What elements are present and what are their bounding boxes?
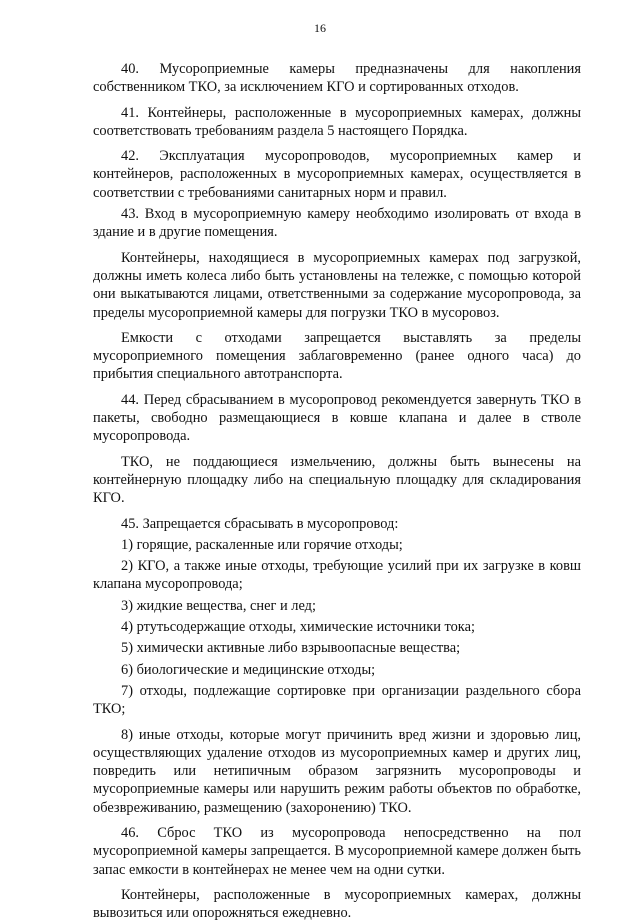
paragraph-46-containers: Контейнеры, расположенные в мусороприемных камерах, должны вывозиться или опорожняться ежедневно. — [93, 886, 581, 922]
paragraph-41: 41. Контейнеры, расположенные в мусороприемных камерах, должны соответствовать требованиям раздела 5 настоящего Порядка. — [93, 104, 581, 139]
paragraph-45: 45. Запрещается сбрасывать в мусоропровод: — [121, 515, 399, 532]
list-item-7: 7) отходы, подлежащие сортировке при организации раздельного сбора ТКО; — [93, 682, 581, 718]
list-item-6: 6) биологические и медицинские отходы; — [121, 661, 376, 678]
paragraph-43-containers: Контейнеры, находящиеся в мусороприемных камерах под загрузкой, должны иметь колеса либо быть установлены на тележке, с помощью которой они выкатываются лицами, ответственными за содержание мусоропровода, за пределы мусороприемной камеры для погрузки ТКО в мусоровоз. — [93, 249, 581, 321]
list-item-8: 8) иные отходы, которые могут причинить вред жизни и здоровью лиц, осуществляющих удаление отходов из мусороприемных камер и других лиц, повредить или нетипичным образом загрязнить мусоропроводы и мусороприемные камеры или нарушить режим работы объектов по обработке, обезвреживанию, размещению (захоронению) ТКО. — [93, 726, 581, 816]
document-body — [93, 60, 581, 922]
list-item-4: 4) ртутьсодержащие отходы, химические источники тока; — [121, 619, 475, 636]
paragraph-44-tko: ТКО, не поддающиеся измельчению, должны быть вынесены на контейнерную площадку либо на специальную площадку для складирования КГО. — [93, 453, 581, 507]
list-item-1: 1) горящие, раскаленные или горячие отходы; — [121, 536, 403, 553]
list-item-5: 5) химически активные либо взрывоопасные вещества; — [121, 640, 461, 657]
paragraph-46: 46. Сброс ТКО из мусоропровода непосредственно на пол мусороприемной камеры запрещается. В мусороприемной камере должен быть запас емкости в контейнерах не менее чем на одни сутки. — [93, 824, 581, 878]
paragraph-43-capacities: Емкости с отходами запрещается выставлять за пределы мусороприемного помещения заблаговременно (ранее одного часа) до прибытия специального автотранспорта. — [93, 329, 581, 383]
list-item-3: 3) жидкие вещества, снег и лед; — [121, 597, 316, 614]
paragraph-43: 43. Вход в мусороприемную камеру необходимо изолировать от входа в здание и в другие помещения. — [93, 206, 581, 241]
paragraph-40: 40. Мусороприемные камеры предназначены для накопления собственником ТКО, за исключением КГО и сортированных отходов. — [93, 61, 581, 96]
paragraph-42: 42. Эксплуатация мусоропроводов, мусороприемных камер и контейнеров, расположенных в мусороприемных камерах, осуществляется в соответствии с требованиями санитарных норм и правил. — [93, 148, 581, 201]
list-item-2: 2) КГО, а также иные отходы, требующие усилий при их загрузке в ковш клапана мусоропровода; — [93, 558, 581, 593]
page-number: 16 — [314, 21, 326, 35]
paragraph-44: 44. Перед сбрасыванием в мусоропровод рекомендуется завернуть ТКО в пакеты, свободно размещающиеся в ковше клапана и далее в стволе мусоропровода. — [93, 391, 581, 445]
